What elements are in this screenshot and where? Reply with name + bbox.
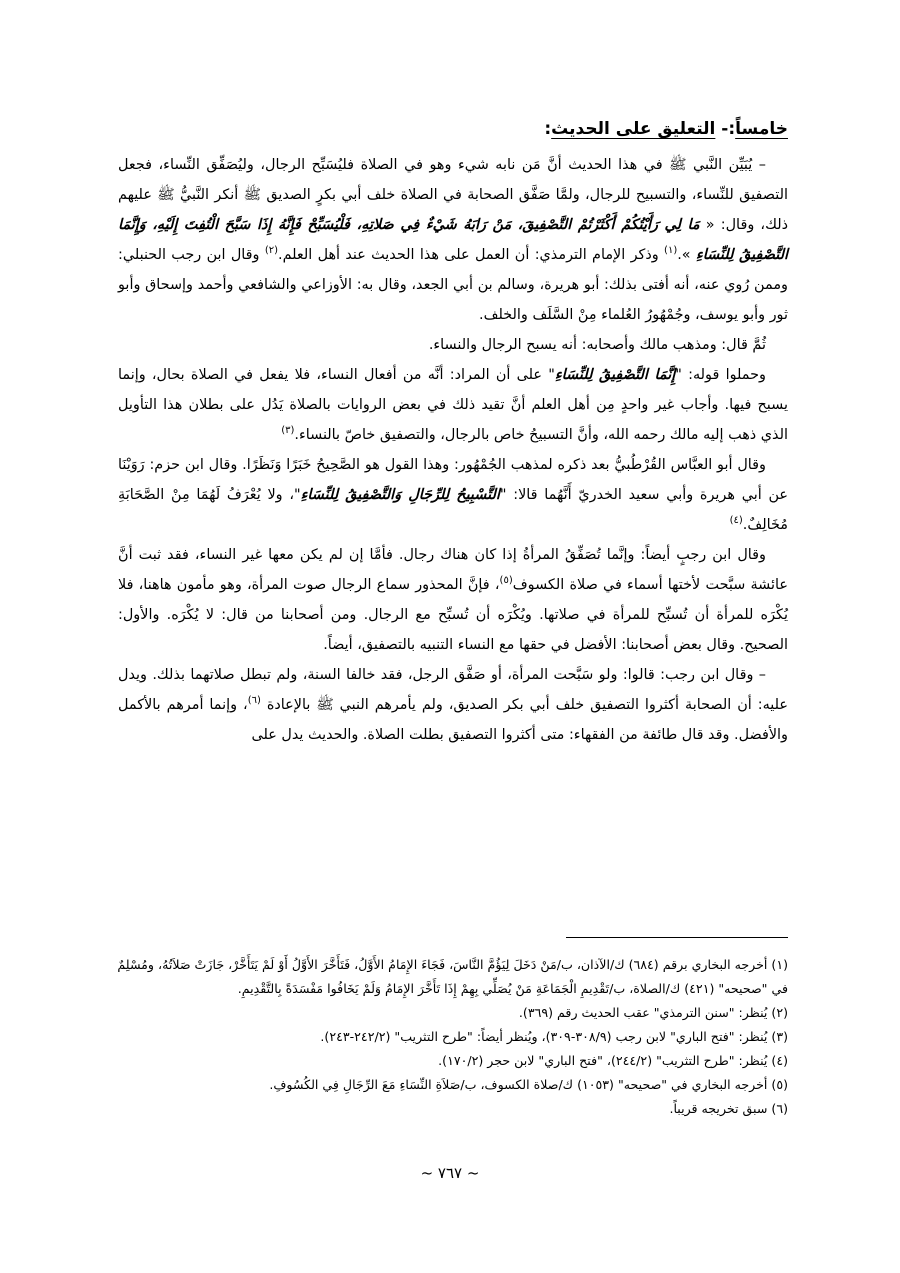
heading-separator: :- — [715, 119, 736, 139]
paragraph-text: وقال ابن رجبٍ أيضاً: وإنَّما تُصَفِّقُ المرأةُ إذا كان هناك رجال. فأمَّا إن لم يكن معها غير النساء، فقد ثبت أنَّ عائشة سبَّحت لأختها أسماء في صلاة الكسوف — [118, 547, 788, 593]
paragraph-text: – يُبَيِّن النَّبي ﷺ في هذا الحديث أنَّ مَن نابه شيء وهو في الصلاة فليُسَبِّح الرجال، وليُصَفِّق النِّساء، فجعل التصفيق للنِّساء، والتسبيح للرجال، ولمَّا صَفَّق الصحابة في الصلاة خلف أبي بكرٍ الصديق ﷺ أنكر النَّبيُّ ﷺ عليهم ذلك، وقال: « — [118, 157, 788, 233]
footnote-ref-2: (٢) — [264, 245, 279, 257]
footnote-2: (٢) يُنظر: "سنن الترمذي" عقب الحديث رقم (٣٦٩). — [518, 1005, 788, 1020]
paragraph-text: وحملوا قوله: " — [675, 367, 766, 383]
footnote-ref-3: (٣) — [281, 425, 295, 437]
page-number: ~ ٧٦٧ ~ — [420, 1164, 480, 1182]
heading-lead: خامساً — [735, 119, 788, 139]
footnote-ref-5: (٥) — [499, 575, 513, 587]
paragraph-text: وقال ابن رجب الحنبلي: وممن رُوي عنه، أنه أفتى بذلك: أبو هريرة، وسالم بن أبي الجعد، وقال به: الأوزاعي والشافعي وأحمد وإسحاق وأبو ثور وأبو يوسف، وجُمْهُورُ العُلماء مِنْ السَّلَف والخلف. — [118, 247, 788, 323]
hadith-quote: التَّسْبِيحُ لِلرِّجَالِ وَالتَّصْفِيقُ لِلنِّسَاءِ — [300, 486, 500, 503]
paragraph-2: ثُمَّ قال: ومذهب مالك وأصحابه: أنه يسبح الرجال والنساء. — [428, 337, 766, 353]
hadith-quote: مَا لِي رَأَيْتُكُمْ أَكْثَرْتُمْ التَّصْفِيقَ، مَنْ رَابَهُ شَيْءٌ فِي صَلاتِهِ، فَلْيُسَبِّحْ فَإِنَّهُ إِذَا سَبَّحَ الْتُفِتَ إِلَيْهِ، وَإِنَّمَا التَّصْفِيقُ لِلنِّسَاءِ — [118, 216, 788, 263]
hadith-quote: إِنَّمَا التَّصْفِيقُ لِلنِّسَاءِ — [554, 366, 676, 383]
paragraph-text: ». — [677, 247, 696, 263]
footnote-1: (١) أخرجه البخاري برقم (٦٨٤) ك/الآذان، ب/مَنْ دَخَلَ لِيَؤُمَّ النَّاسَ، فَجَاءَ الإِمَامُ الأَوَّلُ، فَتَأَخَّرَ الأَوَّلُ أَوْ لَمْ يَتَأَخَّرْ، جَازَتْ صَلاَتُهُ، ومُسْلِمٌ في "صحيحه" (٤٢١) ك/الصلاة، ب/تَقْدِيمِ الْجَمَاعَةِ مَنْ يُصَلِّي بِهِمْ إِذَا تَأَخَّرَ الإِمَامُ وَلَمْ يَخَافُوا مَفْسَدَةً بِالتَّقْدِيمِ. — [117, 957, 788, 996]
footnote-ref-6: (٦) — [247, 695, 261, 707]
paragraph-text: "، ولا يُعْرَفُ لَهُمَا مِنْ الصَّحَابَةِ مُخَالِفٌ. — [118, 487, 788, 533]
paragraph-text: ، فإنَّ المحذور سماع الرجال صوت المرأة، وهو مأمون هاهنا، فلا يُكْرَه للمرأة أن تُسبِّح للمرأة في صلاتها. ويُكْرَه أن تُسبِّح مع الرجال. ومن أصحابنا من قال: لا يُكْرَه. والأول: الصحيح. وقال بعض أصحابنا: الأفضل في حقها مع النساء التنبيه بالتصفيق، أيضاً. — [118, 577, 788, 653]
footnote-4: (٤) يُنظر: "طرح التثريب" (٢٤٤/٢)، "فتح الباري" لابن حجر (١٧٠/٢). — [438, 1053, 788, 1068]
paragraph-4 — [118, 450, 788, 540]
paragraph-text: وذكر الإمام الترمذي: أن العمل على هذا الحديث عند أهل العلم. — [278, 247, 665, 263]
paragraph-text: وقال أبو العبَّاس القُرْطُبيُّ بعد ذكره لمذهب الجُمْهُور: وهذا القول هو الصَّحِيحُ خَبَرًا وَنَظَرًا. وقال ابن حزم: رَوَيْنَا عن أبي هريرة وأبي سعيد الخدريّ أَنَّهُما قالا: " — [118, 457, 788, 503]
heading-title: التعليق على الحديث — [551, 119, 716, 139]
footnotes — [116, 953, 788, 1121]
section-heading — [118, 118, 788, 140]
footnote-3: (٣) يُنظر: "فتح الباري" لابن رجب (٣٠٨/٩-٣٠٩)، ويُنظر أيضاً: "طرح التثريب" (٢٤٢/٢-٢٤٣). — [320, 1029, 788, 1044]
paragraph-3 — [118, 360, 788, 450]
paragraph-text: " على أن المراد: أنَّه من أفعال النساء، فلا يفعل في الصلاة بحال، وإنما يسبح فيها. وأجاب غير واحدٍ مِن أهل العلم أنَّ تقيد ذلك في بعض الروايات بالصلاة يَدُل على بطلان هذا التأويل الذي ذهب إليه مالك رحمه الله، وأنَّ التسبيحُ خاص بالرجال، والتصفيق خاصّ بالنساء. — [118, 367, 788, 443]
body-text — [118, 150, 788, 750]
paragraph-6 — [118, 660, 788, 750]
footnote-ref-4: (٤) — [729, 515, 743, 527]
paragraph-5 — [118, 540, 788, 660]
paragraph-text: – وقال ابن رجب: قالوا: ولو سَبَّحت المرأة، أو صَفَّق الرجل، فقد خالفا السنة، ولم تبطل صلاتهما بذلك. ويدل عليه: أن الصحابة أكثروا التصفيق خلف أبي بكر الصديق، ولم يأمرهم النبي ﷺ بالإعادة — [118, 667, 788, 713]
footnote-ref-1: (١) — [664, 245, 678, 257]
paragraph-1 — [118, 150, 788, 330]
paragraph-text: ، وإنما أمرهم بالأكمل والأفضل. وقد قال طائفة من الفقهاء: متى أكثروا التصفيق بطلت الصلاة. والحديث يدل على — [118, 697, 788, 743]
footnote-6: (٦) سبق تخريجه قريباً. — [669, 1101, 788, 1116]
heading-colon: : — [544, 119, 552, 139]
footnote-separator — [566, 937, 788, 938]
footnote-5: (٥) أخرجه البخاري في "صحيحه" (١٠٥٣) ك/صلاة الكسوف، ب/صَلاَةِ النِّسَاءِ مَعَ الرِّجَالِ فِي الكُسُوفِ. — [269, 1077, 788, 1092]
